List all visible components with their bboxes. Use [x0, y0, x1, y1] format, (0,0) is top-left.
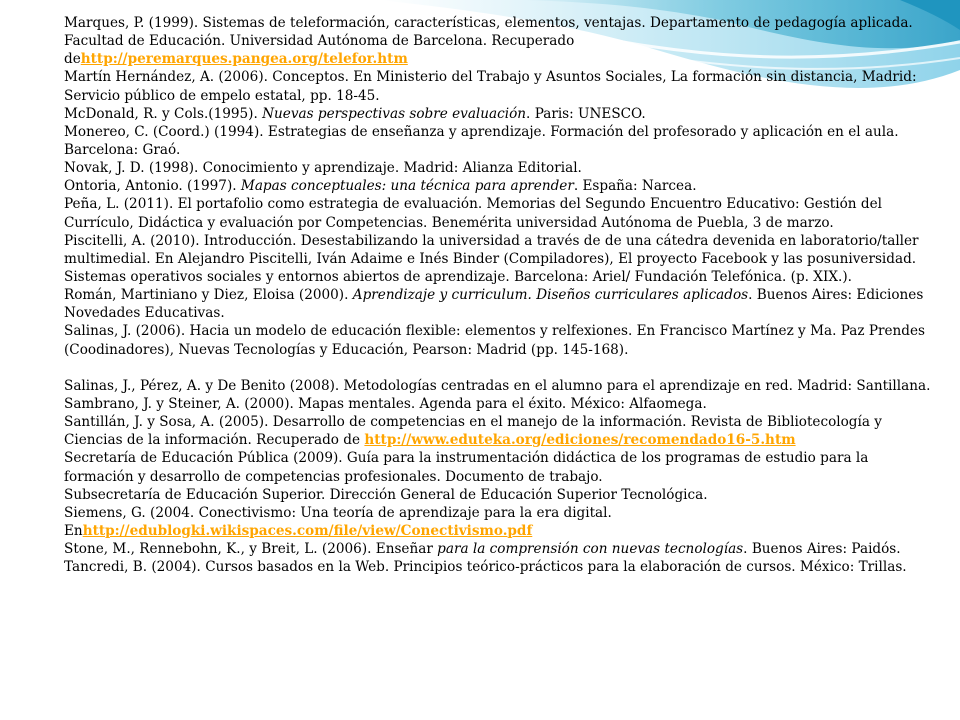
ref-siemens-link[interactable]: http://edublogki.wikispaces.com/file/view/Conectivismo.pdf: [82, 522, 533, 539]
ref-salinas2006-line1: Salinas, J. (2006). Hacia un modelo de educación flexible: elementos y relfexiones. En Francisco Martínez y Ma. Paz Prendes: [64, 323, 926, 340]
ref-tancredi: Tancredi, B. (2004). Cursos basados en la Web. Principios teórico-prácticos para la elaboración de cursos. México: Trillas.: [64, 559, 907, 576]
ref-ontoria-title: Mapas conceptuales: una técnica para aprender: [240, 178, 574, 195]
ref-martin-line2: Servicio público de empelo estatal, pp. 18-45.: [64, 87, 380, 104]
ref-piscitelli-line3: Sistemas operativos sociales y entornos abiertos de aprendizaje. Barcelona: Ariel/ Fundación Telefónica. (p. XIX.).: [64, 268, 852, 285]
ref-pena-line2: Currículo, Didáctica y evaluación por Competencias. Benemérita universidad Autónoma de Puebla, 3 de marzo.: [64, 214, 834, 231]
ref-stone: [64, 540, 924, 558]
ref-santillan-line2: [64, 431, 924, 449]
ref-stone-publisher: . Buenos Aires: Paidós.: [743, 541, 901, 558]
ref-siemens-line1: Siemens, G. (2004. Conectivismo: Una teoría de aprendizaje para la era digital.: [64, 504, 612, 521]
ref-monereo-line2: Barcelona: Graó.: [64, 141, 181, 158]
ref-sambrano: Sambrano, J. y Steiner, A. (2000). Mapas mentales. Agenda para el éxito. México: Alfaomega.: [64, 395, 707, 412]
ref-mcdonald: [64, 105, 924, 123]
ref-santillan-line1: Santillán, J. y Sosa, A. (2005). Desarrollo de competencias en el manejo de la información. Revista de Bibliotecología y: [64, 414, 882, 431]
ref-roman-line2: Novedades Educativas.: [64, 305, 225, 322]
ref-stone-title: para la comprensión con nuevas tecnologías: [437, 541, 744, 558]
ref-marques-link[interactable]: http://peremarques.pangea.org/telefor.htm: [80, 51, 408, 68]
ref-stone-author: Stone, M., Rennebohn, K., y Breit, L. (2006). Enseñar: [64, 541, 438, 558]
ref-piscitelli-line2: multimedial. En Alejandro Piscitelli, Iván Adaime e Inés Binder (Compiladores), El proyecto Facebook y las posuniversidad.: [64, 250, 917, 267]
ref-mcdonald-publisher: . Paris: UNESCO.: [526, 105, 646, 122]
ref-sep-line2: formación y desarrollo de competencias profesionales. Documento de trabajo.: [64, 468, 603, 485]
reference-list: [64, 14, 931, 576]
ref-salinas2006-line2: (Coodinadores), Nuevas Tecnologías y Educación, Pearson: Madrid (pp. 145-168).: [64, 341, 629, 358]
ref-piscitelli-line1: Piscitelli, A. (2010). Introducción. Desestabilizando la universidad a través de de una cátedra devenida en laboratorio/taller: [64, 232, 919, 249]
ref-mcdonald-author: McDonald, R. y Cols.(1995).: [64, 105, 263, 122]
ref-siemens-prefix: En: [64, 522, 83, 539]
ref-marques-prefix: de: [64, 51, 81, 68]
ref-pena-line1: Peña, L. (2011). El portafolio como estrategia de evaluación. Memorias del Segundo Encuentro Educativo: Gestión del: [64, 196, 882, 213]
ref-roman-author: Román, Martiniano y Diez, Eloisa (2000).: [64, 287, 353, 304]
ref-santillan-link[interactable]: http://www.eduteka.org/ediciones/recomendado16-5.htm: [364, 432, 796, 449]
ref-marques-line2: Facultad de Educación. Universidad Autónoma de Barcelona. Recuperado: [64, 33, 575, 50]
ref-ontoria-author: Ontoria, Antonio. (1997).: [64, 178, 241, 195]
blank-line: [64, 359, 924, 377]
ref-santillan-prefix: Ciencias de la información. Recuperado de: [64, 432, 365, 449]
ref-martin-line1: Martín Hernández, A. (2006). Conceptos. En Ministerio del Trabajo y Asuntos Sociales, La formación sin distancia, Madrid:: [64, 69, 917, 86]
ref-sep-line1: Secretaría de Educación Pública (2009). Guía para la instrumentación didáctica de los programas de estudio para la: [64, 450, 869, 467]
ref-roman-publisher: . Buenos Aires: Ediciones: [748, 287, 924, 304]
ref-roman-line1: [64, 286, 924, 304]
ref-siemens-line2: [64, 522, 924, 540]
ref-ses: Subsecretaría de Educación Superior. Dirección General de Educación Superior Tecnológica.: [64, 486, 708, 503]
ref-ontoria-publisher: . España: Narcea.: [573, 178, 697, 195]
ref-roman-title: Aprendizaje y curriculum. Diseños curriculares aplicados: [352, 287, 749, 304]
ref-monereo-line1: Monereo, C. (Coord.) (1994). Estrategias de enseñanza y aprendizaje. Formación del profesorado y aplicación en el aula.: [64, 123, 899, 140]
ref-marques-line1: Marques, P. (1999). Sistemas de teleformación, características, elementos, ventajas. Departamento de pedagogía aplicada.: [64, 15, 913, 31]
ref-marques-line3: [64, 50, 924, 68]
ref-novak: Novak, J. D. (1998). Conocimiento y aprendizaje. Madrid: Alianza Editorial.: [64, 160, 582, 177]
ref-ontoria: [64, 177, 924, 195]
ref-salinas2008: Salinas, J., Pérez, A. y De Benito (2008). Metodologías centradas en el alumno para el aprendizaje en red. Madrid: Santillana.: [64, 377, 931, 394]
ref-mcdonald-title: Nuevas perspectivas sobre evaluación: [262, 105, 527, 122]
